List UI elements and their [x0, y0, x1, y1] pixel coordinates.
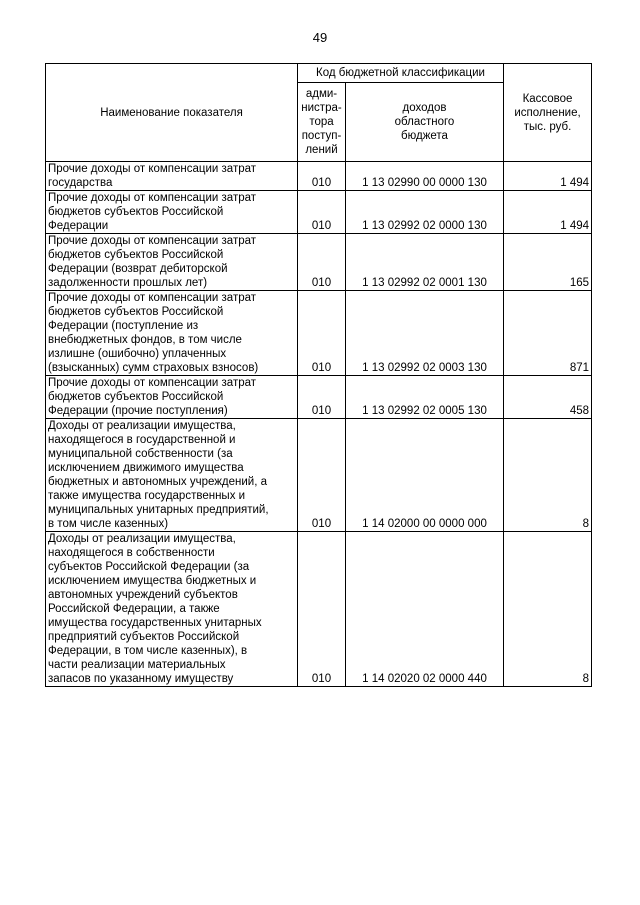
table-row	[46, 234, 592, 291]
row-admin-code: 010	[298, 162, 346, 191]
row-cash-execution-value: 458	[504, 376, 592, 419]
header-revenue-administrator	[298, 83, 346, 162]
row-cash-execution-value: 165	[504, 234, 592, 291]
row-revenue-code: 1 13 02992 02 0000 130	[346, 191, 504, 234]
table-row	[46, 532, 592, 687]
header-cash-execution-label: Кассовое исполнение, тыс. руб.	[514, 92, 581, 133]
header-indicator-name: Наименование показателя	[46, 64, 298, 162]
header-budget-classification-code: Код бюджетной классификации	[298, 64, 504, 83]
row-indicator-name: Прочие доходы от компенсации затрат бюджетов субъектов Российской Федерации	[46, 191, 298, 234]
header-cash-execution	[504, 64, 592, 162]
row-indicator-name: Доходы от реализации имущества, находящегося в собственности субъектов Российской Федерации (за исключением имущества бюджетных и автономных учреждений субъектов Российской Федерации, а также имущества государственных унитарных предприятий субъектов Российской Федерации, в том числе казенных), в части реализации материальных запасов по указанному имуществу	[46, 532, 298, 687]
row-indicator-name: Прочие доходы от компенсации затрат государства	[46, 162, 298, 191]
table-row	[46, 191, 592, 234]
row-revenue-code: 1 13 02992 02 0001 130	[346, 234, 504, 291]
row-revenue-code: 1 13 02992 02 0005 130	[346, 376, 504, 419]
header-revenue-administrator-label: адми- нистра- тора поступ- лений	[301, 88, 342, 156]
row-admin-code: 010	[298, 376, 346, 419]
header-regional-budget-revenue	[346, 83, 504, 162]
row-revenue-code: 1 14 02020 02 0000 440	[346, 532, 504, 687]
row-admin-code: 010	[298, 234, 346, 291]
table-row	[46, 291, 592, 376]
row-admin-code: 010	[298, 419, 346, 532]
row-admin-code: 010	[298, 291, 346, 376]
row-indicator-name: Доходы от реализации имущества, находящегося в государственной и муниципальной собственности (за исключением движимого имущества бюджетных и автономных учреждений, а также имущества государственных и муниципальных унитарных предприятий, в том числе казенных)	[46, 419, 298, 532]
row-cash-execution-value: 1 494	[504, 191, 592, 234]
row-cash-execution-value: 8	[504, 532, 592, 687]
row-indicator-name: Прочие доходы от компенсации затрат бюджетов субъектов Российской Федерации (прочие поступления)	[46, 376, 298, 419]
row-admin-code: 010	[298, 532, 346, 687]
row-cash-execution-value: 1 494	[504, 162, 592, 191]
row-indicator-name: Прочие доходы от компенсации затрат бюджетов субъектов Российской Федерации (возврат дебиторской задолженности прошлых лет)	[46, 234, 298, 291]
row-revenue-code: 1 13 02990 00 0000 130	[346, 162, 504, 191]
row-revenue-code: 1 13 02992 02 0003 130	[346, 291, 504, 376]
table-header-row	[46, 64, 592, 83]
table-row	[46, 162, 592, 191]
table-row	[46, 419, 592, 532]
row-cash-execution-value: 8	[504, 419, 592, 532]
row-admin-code: 010	[298, 191, 346, 234]
row-cash-execution-value: 871	[504, 291, 592, 376]
table-row	[46, 376, 592, 419]
header-regional-budget-revenue-label: доходов областного бюджета	[394, 102, 455, 142]
row-indicator-name: Прочие доходы от компенсации затрат бюджетов субъектов Российской Федерации (поступление из внебюджетных фондов, в том числе излишне (ошибочно) уплаченных (взысканных) сумм страховых взносов)	[46, 291, 298, 376]
budget-table	[45, 63, 592, 687]
row-revenue-code: 1 14 02000 00 0000 000	[346, 419, 504, 532]
page-number: 49	[312, 30, 328, 45]
